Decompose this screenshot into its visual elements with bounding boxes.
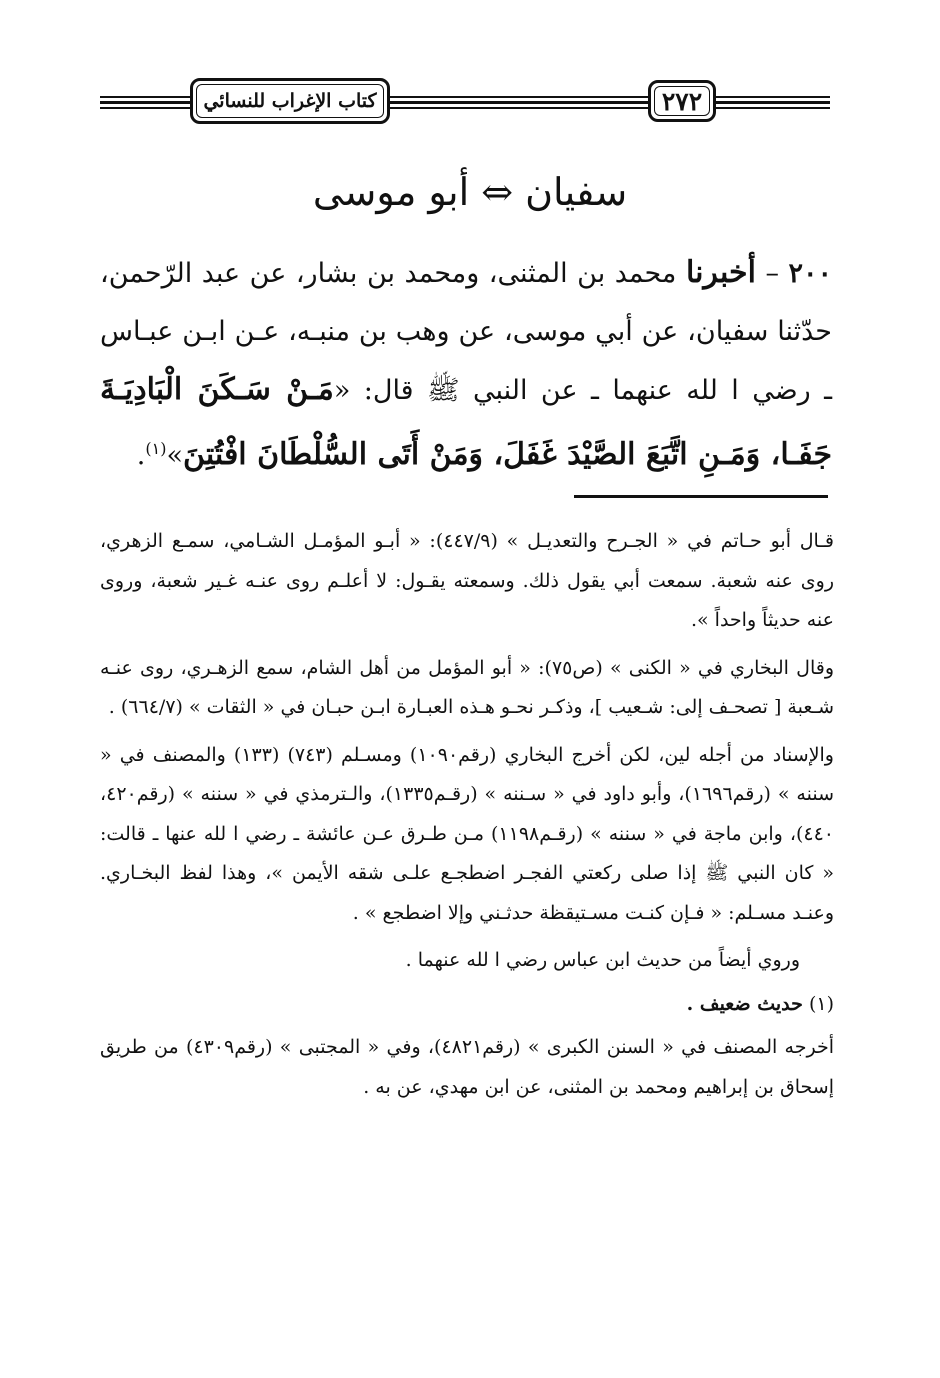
footnote-1-number: (١) <box>808 992 834 1015</box>
footnote-separator <box>574 495 828 498</box>
footnotes <box>100 522 834 1115</box>
footnote-1-verdict: حديث ضعيف . <box>686 992 803 1015</box>
page-number: ٢٧٢ <box>661 86 703 116</box>
chapter-title: سفيان ⇔ أبو موسى <box>312 170 628 214</box>
hadith-lead-word: أخبرنا <box>685 255 756 290</box>
footnote-paragraph-2: وقال البخاري في « الكنى » (ص٧٥): « أبو المؤمل من أهل الشام، سمع الزهـري، روى عنـه شـعبة [ تصحـف إلى: شـعيب ]، وذكـر نحـو هـذه العبـارة ابـن حبـان في « الثقات » (٦٦٤/٧) . <box>100 656 834 718</box>
book-title-box <box>190 78 390 124</box>
book-title: كتاب الإغراب للنسائي <box>203 90 377 112</box>
page-number-box <box>648 80 716 122</box>
hadith-closing: » <box>166 440 184 471</box>
footnote-paragraph-1: قـال أبو حـاتم في « الجـرح والتعديـل » (٤٤٧/٩): « أبـو المؤمـل الشـامي، سمـع الزهري، روى عنه شعبة. سمعت أبي يقول ذلك. وسمعته يقـول: لا أعلـم روى عنـه غـير شعبة، وروى عنه حديثاً واحداً ». <box>100 530 834 631</box>
hadith-matn: مَـنْ سَـكَنَ الْبَادِيَـةَ جَفَـا، وَمَـنِ اتَّبَعَ الصَّيْدَ غَفَلَ، وَمَنْ أَتَى السُّلْطَانَ افْتُتِنَ <box>100 372 832 472</box>
footnote-1-heading <box>100 985 834 1025</box>
hadith-isnad: محمد بن المثنى، ومحمد بن بشار، عن عبد الرّحمن، حدّثنا سفيان، عن أبي موسى، عن وهب بن منبـه، عـن ابـن عبـاس ـ رضي ا لله عنهما ـ عن النبي ﷺ قال: « <box>100 258 832 406</box>
hadith-number: ٢٠٠ <box>788 258 832 289</box>
hadith-dash: – <box>765 258 779 289</box>
footnote-paragraph-4: وروي أيضاً من حديث ابن عباس رضي ا لله عنهما . <box>405 949 800 971</box>
footnote-paragraph-3: والإسناد من أجله لين، لكن أخرج البخاري (رقم١٠٩٠) ومسـلم (٧٤٣) (١٣٣) والمصنف في « سننه » (رقم١٦٩٦)، وأبو داود في « سـننه » (رقـم١٣٣٥)، والـترمذي في « سننه » (رقم٤٢٠، ٤٤٠)، وابن ماجة في « سننه » (رقـم١١٩٨) مـن طـرق عـن عائشة ـ رضي ا لله عنها ـ قالت: « كان النبي ﷺ إذا صلى ركعتي الفجـر اضطجـع علـى شقه الأيمن »، وهذا لفظ البخـاري. وعنـد مسـلم: « فـإن كنـت مسـتيقظة حدثـني وإلا اضطجع » . <box>100 743 835 924</box>
footnote-paragraph-6: أخرجه المصنف في « السنن الكبرى » (رقم٤٨٢١)، وفي « المجتبى » (رقم٤٣٠٩) من طريق إسحاق بن إبراهيم ومحمد بن المثنى، عن ابن مهدي، عن به . <box>100 1036 834 1098</box>
hadith-block <box>100 244 832 485</box>
hadith-end: . <box>136 440 146 471</box>
footnote-ref[interactable]: (١) <box>145 439 167 458</box>
